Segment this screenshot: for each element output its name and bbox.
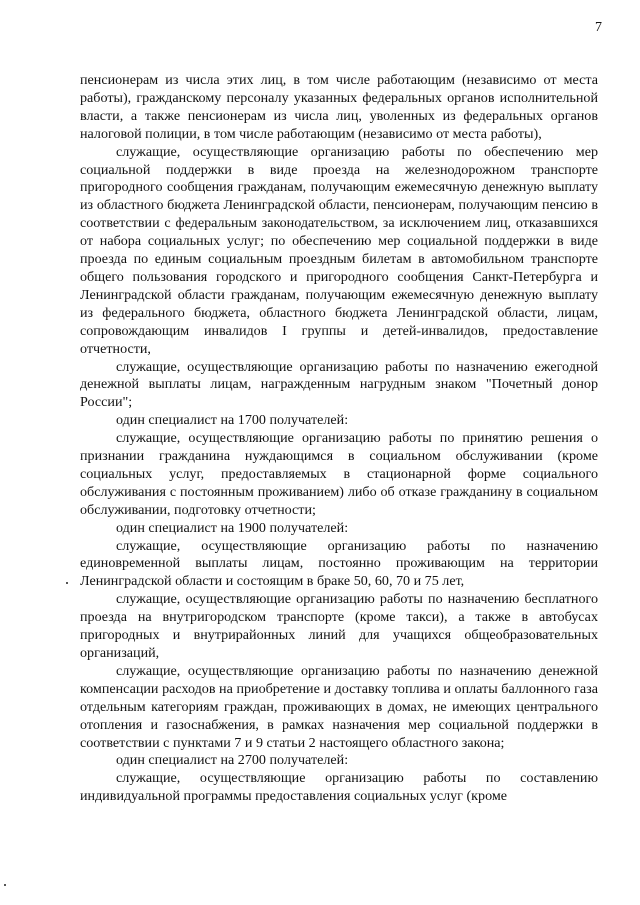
paragraph-railway-transport: служащие, осуществляющие организацию работы по обеспечению мер социальной поддержки в виде проезда на железнодорожном транспорте пригородного сообщения гражданам, получающим ежемесячную денежную выплату из областного бюджета Ленинградской области, пенсионерам, получающим пенсию в соответствии с федеральным законодательством, за исключением лиц, отказавшихся от набора социальных услуг; по обеспечению мер социальной поддержки в виде проезда по единым социальным проездным билетам в автомобильном транспорте общего пользования городского и пригородного сообщения Санкт-Петербурга и Ленинградской области гражданам, получающим ежемесячную денежную выплату из федерального бюджета, областного бюджета Ленинградской области, лицам, сопровождающим инвалидов I группы и детей-инвалидов, предоставление отчетности, — [80, 143, 598, 357]
paragraph-individual-program: служащие, осуществляющие организацию работы по составлению индивидуальной программы предоставления социальных услуг (кроме — [80, 770, 598, 805]
document-body — [80, 72, 598, 806]
paragraph-social-service-need: служащие, осуществляющие организацию работы по принятию решения о признании гражданина нуждающимся в социальном обслуживании (кроме социальных услуг, предоставляемых в стационарной форме социального обслуживания с постоянным проживанием) либо об отказе гражданину в социальном обслуживании, подготовку отчетности; — [80, 430, 598, 518]
page-number: 7 — [595, 20, 602, 35]
paragraph-continuation: пенсионерам из числа этих лиц, в том числе работающим (независимо от места работы), гражданскому персоналу указанных федеральных органов исполнительной власти, а также пенсионерам из числа лиц, уволенных из федеральных органов налоговой полиции, в том числе работающим (независимо от места работы), — [80, 72, 598, 142]
paragraph-fuel-compensation: служащие, осуществляющие организацию работы по назначению денежной компенсации расходов на приобретение и доставку топлива и оплаты баллонного газа отдельным категориям граждан, проживающих в домах, не имеющих центрального отопления и газоснабжения, в рамках назначения мер социальной поддержки в соответствии с пунктами 7 и 9 статьи 2 настоящего областного закона; — [80, 662, 598, 751]
paragraph-marriage-payment: служащие, осуществляющие организацию работы по назначению единовременной выплаты лицам, постоянно проживающим на территории Ленинградской области и состоящим в браке 50, 60, 70 и 75 лет, — [80, 537, 598, 590]
paragraph-ratio-2700: один специалист на 2700 получателей: — [116, 752, 349, 769]
paragraph-donor-payment: служащие, осуществляющие организацию работы по назначению ежегодной денежной выплаты лицам, награжденным нагрудным знаком "Почетный донор России"; — [80, 358, 598, 411]
paragraph-student-transport: служащие, осуществляющие организацию работы по назначению бесплатного проезда на внутригородском транспорте (кроме такси), а также в автобусах пригородных и внутрирайонных линий для учащихся общеобразовательных организаций, — [80, 591, 598, 661]
scan-speck — [66, 582, 68, 584]
scan-speck — [4, 884, 6, 886]
paragraph-ratio-1900: один специалист на 1900 получателей: — [116, 519, 349, 536]
paragraph-ratio-1700: один специалист на 1700 получателей: — [116, 412, 349, 429]
